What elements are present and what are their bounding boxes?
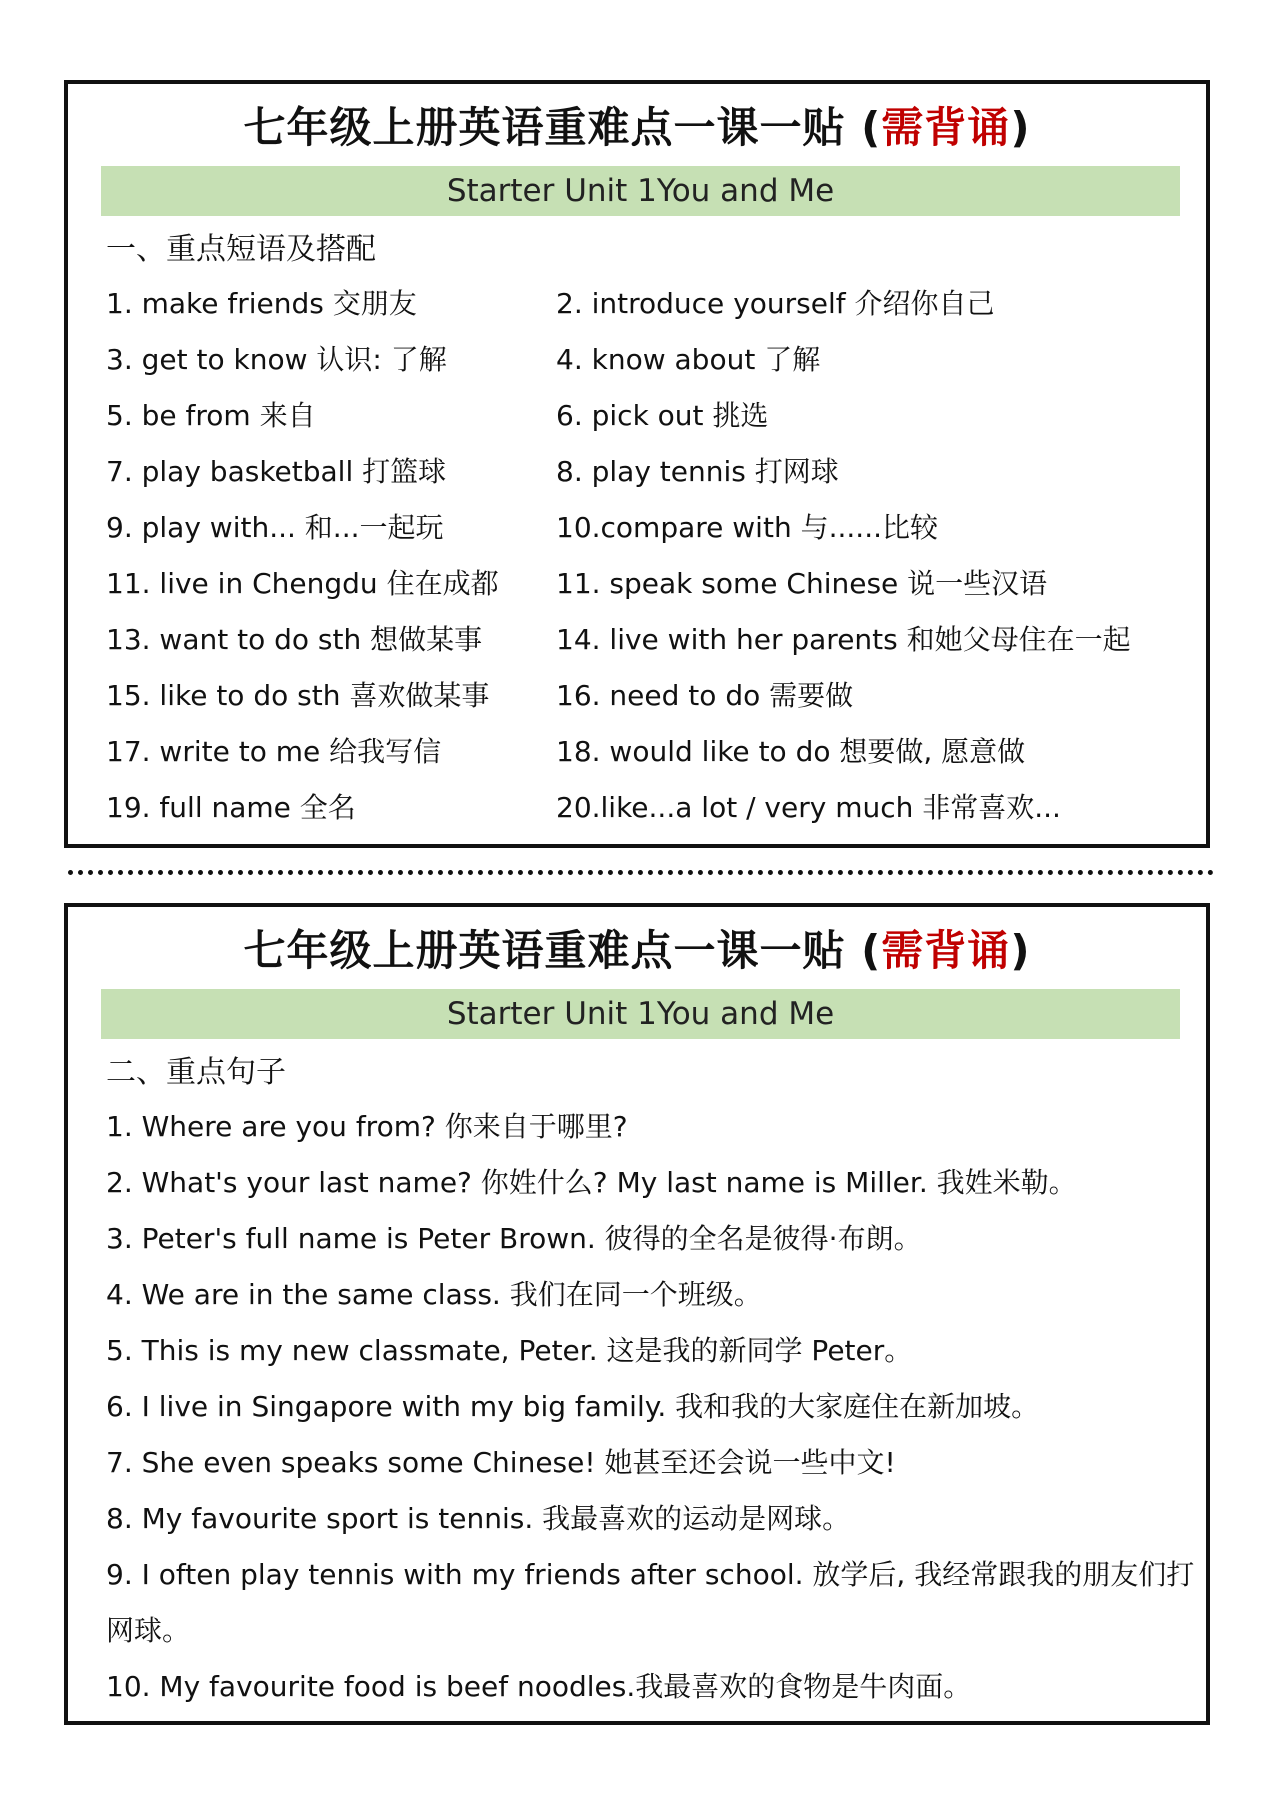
phrase-item: 18. would like to do 想要做, 愿意做 (556, 735, 1026, 768)
phrase-item: 14. live with her parents 和她父母住在一起 (556, 623, 1131, 656)
sentence-item: 3. Peter's full name is Peter Brown. 彼得的全名是彼得·布朗。 (106, 1222, 922, 1255)
title-highlight: 需背诵 (881, 926, 1011, 975)
sentence-item: 6. I live in Singapore with my big family. 我和我的大家庭住在新加坡。 (106, 1390, 1040, 1423)
sentence-item: 1. Where are you from? 你来自于哪里? (106, 1110, 628, 1143)
phrase-row (68, 668, 1206, 724)
title-text: 七年级上册英语重难点一课一贴 ( (243, 926, 882, 975)
phrase-row (68, 556, 1206, 612)
phrase-item: 17. write to me 给我写信 (106, 735, 442, 768)
unit-banner: Starter Unit 1You and Me (101, 989, 1180, 1039)
phrase-item: 6. pick out 挑选 (556, 399, 769, 432)
phrase-item: 7. play basketball 打篮球 (106, 455, 447, 488)
title-end: ) (1010, 103, 1031, 152)
phrase-row (68, 780, 1206, 836)
sentence-list (68, 1099, 1206, 1715)
phrase-item: 3. get to know 认识: 了解 (106, 343, 447, 376)
phrase-item: 1. make friends 交朋友 (106, 287, 417, 320)
sentence-item: 5. This is my new classmate, Peter. 这是我的新同学 Peter。 (106, 1334, 913, 1367)
phrase-item: 8. play tennis 打网球 (556, 455, 839, 488)
dotted-divider (68, 870, 1214, 875)
phrase-item: 19. full name 全名 (106, 791, 356, 824)
card-title (68, 102, 1206, 154)
title-end: ) (1010, 926, 1031, 975)
phrase-item: 13. want to do sth 想做某事 (106, 623, 483, 656)
phrase-item: 9. play with... 和...一起玩 (106, 511, 444, 544)
sentence-item: 2. What's your last name? 你姓什么? My last name is Miller. 我姓米勒。 (106, 1166, 1077, 1199)
phrase-row (68, 500, 1206, 556)
sentence-item: 9. I often play tennis with my friends after school. 放学后, 我经常跟我的朋友们打网球。 (106, 1558, 1195, 1647)
phrase-item: 4. know about 了解 (556, 343, 821, 376)
title-highlight: 需背诵 (881, 103, 1011, 152)
phrase-item: 2. introduce yourself 介绍你自己 (556, 287, 995, 320)
phrase-item: 5. be from 来自 (106, 399, 316, 432)
phrase-row (68, 612, 1206, 668)
phrase-row (68, 724, 1206, 780)
phrase-item: 15. like to do sth 喜欢做某事 (106, 679, 490, 712)
card-title (68, 925, 1206, 977)
sentence-item: 10. My favourite food is beef noodles.我最喜欢的食物是牛肉面。 (106, 1670, 972, 1703)
phrase-list (68, 276, 1206, 836)
phrase-row (68, 276, 1206, 332)
phrase-row (68, 388, 1206, 444)
sentence-item: 7. She even speaks some Chinese! 她甚至还会说一些中文! (106, 1446, 896, 1479)
phrase-item: 11. live in Chengdu 住在成都 (106, 567, 499, 600)
sentences-card (64, 903, 1210, 1725)
sentence-item: 4. We are in the same class. 我们在同一个班级。 (106, 1278, 762, 1311)
phrase-item: 10.compare with 与......比较 (556, 511, 938, 544)
title-text: 七年级上册英语重难点一课一贴 ( (243, 103, 882, 152)
phrase-item: 20.like...a lot / very much 非常喜欢... (556, 791, 1061, 824)
phrase-row (68, 444, 1206, 500)
phrase-item: 11. speak some Chinese 说一些汉语 (556, 567, 1048, 600)
phrase-item: 16. need to do 需要做 (556, 679, 854, 712)
section-heading: 一、重点短语及搭配 (106, 232, 376, 267)
sentence-item: 8. My favourite sport is tennis. 我最喜欢的运动是网球。 (106, 1502, 851, 1535)
section-heading: 二、重点句子 (106, 1055, 286, 1090)
phrases-card (64, 80, 1210, 848)
phrase-row (68, 332, 1206, 388)
unit-banner: Starter Unit 1You and Me (101, 166, 1180, 216)
